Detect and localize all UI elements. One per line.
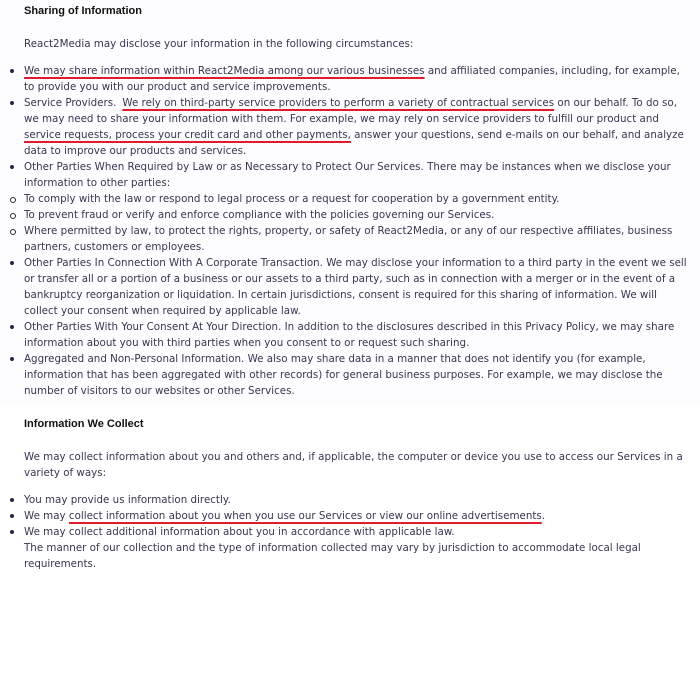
item-text: on our behalf. To do so, we may need to share your information with them. For example, we may rely on service providers to fulfill our product and	[24, 97, 677, 125]
list-item	[24, 191, 688, 207]
bullet-dot	[10, 498, 14, 502]
item-text: We may	[24, 510, 69, 522]
item-text-extra: The manner of our collection and the type of information collected may vary by jurisdiction to accommodate local legal requirements.	[24, 542, 641, 570]
bullet-dot	[10, 514, 14, 518]
bullet-dot	[10, 261, 14, 265]
sharing-list	[24, 63, 688, 399]
list-item	[24, 508, 688, 524]
sharing-intro: React2Media may disclose your information in the following circumstances:	[24, 38, 414, 50]
list-item	[24, 63, 688, 95]
item-text: We may collect additional information about you in accordance with applicable law.	[24, 526, 455, 538]
item-text: Aggregated and Non-Personal Information. We also may share data in a manner that does not identify you (for example, information that has been aggregated with other records) for general business purposes. For example, we may disclose the number of visitors to our websites or other Services.	[24, 353, 663, 397]
item-text: .	[541, 510, 546, 522]
list-item	[24, 255, 688, 319]
item-text: Other Parties When Required by Law or as Necessary to Protect Our Services. There may be instances when we disclose your information to other parties:	[24, 161, 671, 189]
list-item	[24, 159, 688, 191]
bullet-circle	[10, 229, 16, 235]
item-text: To prevent fraud or verify and enforce compliance with the policies governing our Services.	[24, 209, 495, 221]
list-item	[24, 319, 688, 351]
item-lead: Service Providers.	[24, 97, 117, 109]
collect-section	[0, 408, 700, 700]
item-text: answer your questions, send e-mails on our behalf, and analyze data to improve our products and services.	[24, 129, 684, 157]
collect-heading: Information We Collect	[24, 418, 144, 430]
list-item	[24, 207, 688, 223]
list-item	[24, 223, 688, 255]
item-text: You may provide us information directly.	[24, 494, 231, 506]
item-text: To comply with the law or respond to legal process or a request for cooperation by a government entity.	[24, 193, 560, 205]
list-item	[24, 524, 688, 572]
list-item	[24, 492, 688, 508]
item-text: Other Parties With Your Consent At Your Direction. In addition to the disclosures described in this Privacy Policy, we may share information about you with third parties when you consent to or request such sharing.	[24, 321, 675, 349]
list-item	[24, 351, 688, 399]
underlined-phrase: service requests, process your credit card and other payments,	[24, 129, 351, 141]
bullet-dot	[10, 325, 14, 329]
sharing-heading: Sharing of Information	[24, 5, 142, 17]
list-item	[24, 95, 688, 159]
item-text: and affiliated companies, including, for example, to provide you with our product and service improvements.	[24, 65, 680, 93]
item-text: Other Parties In Connection With A Corporate Transaction. We may disclose your information to a third party in the event we sell or transfer all or a portion of a business or our assets to a third party, such as in connection with a merger or in the event of a bankruptcy reorganization or liquidation. In certain jurisdictions, consent is required for this sharing of information. We will collect your consent when required by applicable law.	[24, 257, 687, 317]
bullet-dot	[10, 530, 14, 534]
bullet-circle	[10, 213, 16, 219]
collect-list	[24, 492, 688, 572]
bullet-dot	[10, 165, 14, 169]
underlined-phrase: We rely on third-party service providers to perform a variety of contractual services	[122, 97, 555, 109]
item-text: Where permitted by law, to protect the rights, property, or safety of React2Media, or any of our respective affiliates, business partners, customers or employees.	[24, 225, 673, 253]
underlined-phrase: collect information about you when you use our Services or view our online advertisements	[68, 510, 542, 522]
bullet-dot	[10, 357, 14, 361]
bullet-circle	[10, 197, 16, 203]
underlined-phrase: We may share information within React2Media among our various businesses	[24, 65, 425, 77]
bullet-dot	[10, 69, 14, 73]
bullet-dot	[10, 101, 14, 105]
collect-intro: We may collect information about you and others and, if applicable, the computer or device you use to access our Services in a variety of ways:	[24, 451, 683, 479]
